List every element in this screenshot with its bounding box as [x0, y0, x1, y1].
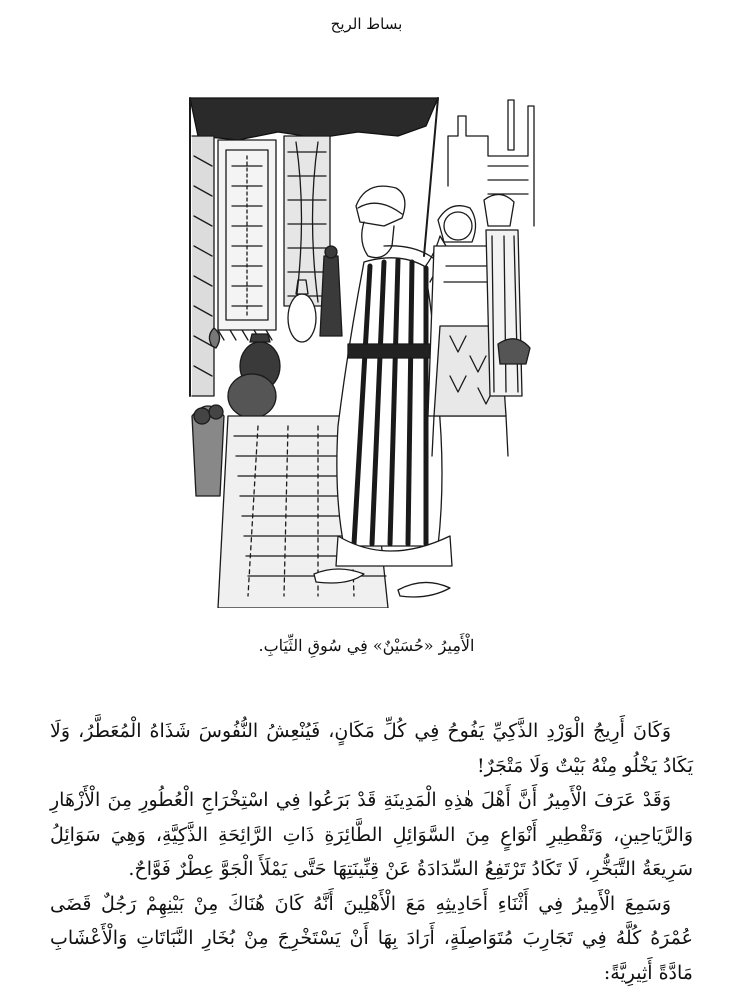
paragraph-2: وَقَدْ عَرَفَ الْأَمِيرُ أَنَّ أَهْلَ هٰذِهِ الْمَدِينَةِ قَدْ بَرَعُوا فِي اسْتِخْرَاجِ الْعُطُورِ مِنَ الْأَزْهَارِ وَالرَّيَاحِينِ، وَتَقْطِيرِ أَنْوَاعٍ مِنَ السَّوَائِلِ الطَّائِرَةِ ذَاتِ الرَّائِحَةِ الذَّكِيَّةِ، وَهِيَ سَوَائِلُ سَرِيعَةُ التَّبَخُّرِ، لَا تَكَادُ تَرْتَفِعُ السِّدَادَةُ عَنْ قِنِّينَتِهَا حَتَّى يَمْلَأَ الْجَوَّ عِطْرٌ فَوَّاحٌ.: [50, 789, 693, 880]
paragraph-3: وَسَمِعَ الْأَمِيرُ فِي أَثْنَاءِ أَحَادِيثِهِ مَعَ الْأَهْلِينَ أَنَّهُ كَانَ هُنَاكَ مِنْ بَيْنِهِمْ رَجُلٌ قَضَى عُمْرَهُ كُلَّهُ فِي تَجَارِبَ مُتَوَاصِلَةٍ، أَرَادَ بِهَا أَنْ يَسْتَخْرِجَ مِنْ بُخَارِ النَّبَاتَاتِ وَالْأَعْشَابِ مَادَّةً أَثِيرِيَّةً:: [50, 892, 693, 984]
illustration-caption: الْأَمِيرُ «حُسَيْنٌ» فِي سُوقِ الثِّيَابِ.: [258, 636, 475, 655]
story-text: [50, 714, 693, 990]
page-title: بساط الريح: [330, 15, 403, 33]
market-scene-illustration: [188, 96, 544, 608]
paragraph-1: وَكَانَ أَرِيجُ الْوَرْدِ الذَّكِيِّ يَفُوحُ فِي كُلِّ مَكَانٍ، فَيُنْعِشُ النُّفُوسَ شَذَاهُ الْمُعَطَّرُ، وَلَا يَكَادُ يَخْلُو مِنْهُ بَيْتٌ وَلَا مَتْجَرٌ!: [50, 720, 693, 777]
